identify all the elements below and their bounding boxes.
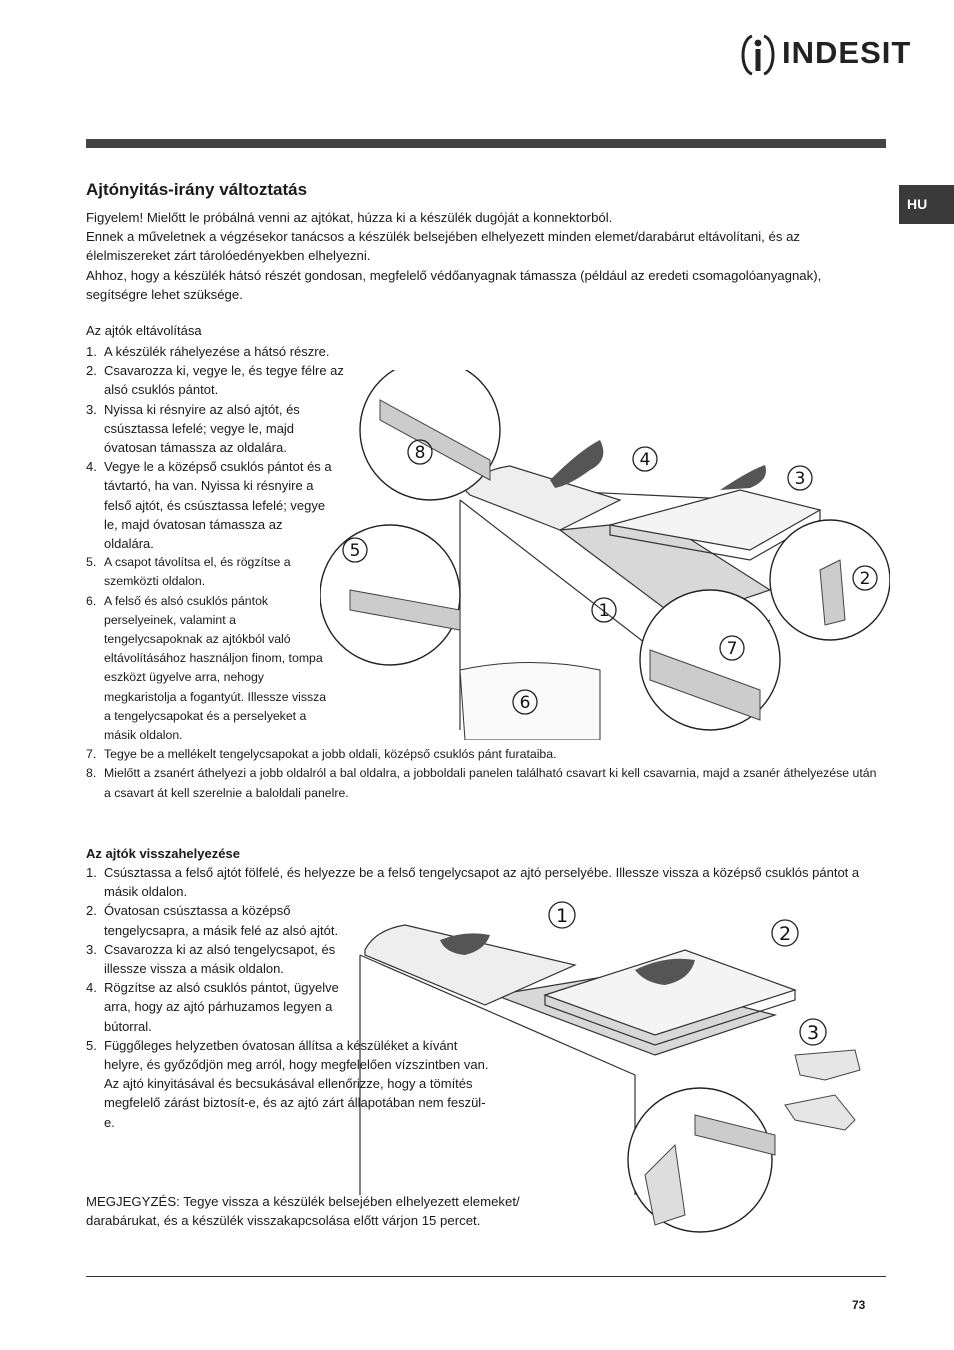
list-item: 7. Tegye be a mellékelt tengelycsapokat a jobb oldali, középső csuklós pánt furataiba.	[86, 747, 557, 762]
figure1-label: 6	[519, 693, 531, 713]
list-item: 1. A készülék ráhelyezése a hátsó részre.	[86, 344, 330, 359]
list-item: 3. Nyissa ki résnyire az alsó ajtót, és csúsztassa lefelé; vegye le, majd óvatosan támassza az oldalára.	[86, 401, 300, 456]
assistance-paragraph: Ahhoz, hogy a készülék hátsó részét gondosan, megfelelő védőanyagnak támassza (például az eredeti csomagolóanyagnak), segítségre lehet szüksége.	[86, 268, 822, 303]
inset-circle-5	[320, 525, 460, 665]
removal-steps	[86, 342, 877, 803]
figure2-label: 2	[778, 923, 792, 945]
figure1-label: 1	[598, 601, 610, 621]
list-item: 4. Rögzítse az alsó csuklós pántot, ügyelve arra, hogy az ajtó párhuzamos legyen a bútorral.	[86, 980, 339, 1034]
logo-i-mark	[738, 32, 778, 78]
list-item: 5. Függőleges helyzetben óvatosan állítsa a készüléket a kívánt helyre, és győződjön meg arról, hogy megfelelően vízszintben van. Az ajtó kinyitásával és becsukásával ellenőrizze, hogy a tömítés megfelelő zárást biztosít-e, és az ajtó zárt állapotában nem feszül-e.	[86, 1037, 489, 1130]
list-item: 1. Csúsztassa a felső ajtót fölfelé, és helyezze be a felső tengelycsapot az ajtó perselyébe. Illessze vissza a középső csuklós pántot a másik oldalon.	[86, 865, 860, 900]
figure1-label: 4	[639, 450, 651, 470]
note-paragraph: MEGJEGYZÉS: Tegye vissza a készülék belsejében elhelyezett elemeket/ darabárukat, és a készülék visszakapcsolása előtt várjon 15 percet.	[86, 1194, 520, 1229]
figure1-label: 8	[414, 443, 426, 463]
door-refit-figure	[355, 895, 895, 1235]
door-removal-figure	[320, 370, 890, 740]
preparation-paragraph: Ennek a műveletnek a végzésekor tanácsos a készülék belsejében elhelyezett minden elemet/darabárut eltávolítani, és az élelmiszereket zárt tárolóedényekben elhelyezni.	[86, 229, 801, 264]
figure2-label: 3	[806, 1022, 820, 1044]
figure1-label: 5	[349, 541, 361, 561]
list-item: 2. Óvatosan csúsztassa a középső tengelycsapra, a másik felé az alsó ajtót.	[86, 903, 339, 938]
header-divider	[86, 139, 886, 148]
hinge-inset-circle	[628, 1088, 772, 1232]
figure1-label: 3	[794, 469, 806, 489]
indesit-logo	[738, 32, 912, 78]
figure1-label: 2	[859, 569, 871, 589]
figure2-label: 1	[555, 905, 569, 927]
footer-divider	[86, 1276, 886, 1277]
list-item: 4. Vegye le a középső csuklós pántot és a távtartó, ha van. Nyissa ki résnyire a felső ajtót, és csúsztassa lefelé; vegye le, majd óvatosan támassza az oldalára.	[86, 459, 332, 552]
section-title: Ajtónyitás-irány változtatás	[86, 180, 308, 199]
figure1-label: 7	[726, 639, 738, 659]
list-item: 5. A csapot távolítsa el, és rögzítse a szemközti oldalon.	[86, 555, 291, 589]
logo-wordmark: INDESIT	[782, 35, 912, 70]
refit-subtitle: Az ajtók visszahelyezése	[86, 846, 240, 861]
list-item: 3. Csavarozza ki az alsó tengelycsapot, és illessze vissza a másik oldalon.	[86, 941, 336, 977]
language-tab: HU	[899, 185, 954, 224]
list-item: 8. Mielőtt a zsanért áthelyezi a jobb oldalról a bal oldalra, a jobboldali panelen található csavart ki kell csavarnia, majd a zsanér áthelyezése után a csavart át kell szerelnie a baloldali panelre.	[86, 766, 877, 800]
list-item: 6. A felső és alsó csuklós pántok perselyeinek, valamint a tengelycsapoknak az ajtókból való eltávolításához használjon finom, tompa eszközt ügyelve arra, nehogy megkaristolja a fogantyút. Illessze vissza a tengelycsapokat és a perselyeket a másik oldalon.	[86, 593, 327, 743]
warning-paragraph: Figyelem! Mielőtt le próbálná venni az ajtókat, húzza ki a készülék dugóját a konnektorból.	[86, 210, 613, 225]
removal-subtitle: Az ajtók eltávolítása	[86, 323, 202, 338]
list-item: 2. Csavarozza ki, vegye le, és tegye félre az alsó csuklós pántot.	[86, 363, 344, 398]
page-number: 73	[852, 1298, 866, 1312]
